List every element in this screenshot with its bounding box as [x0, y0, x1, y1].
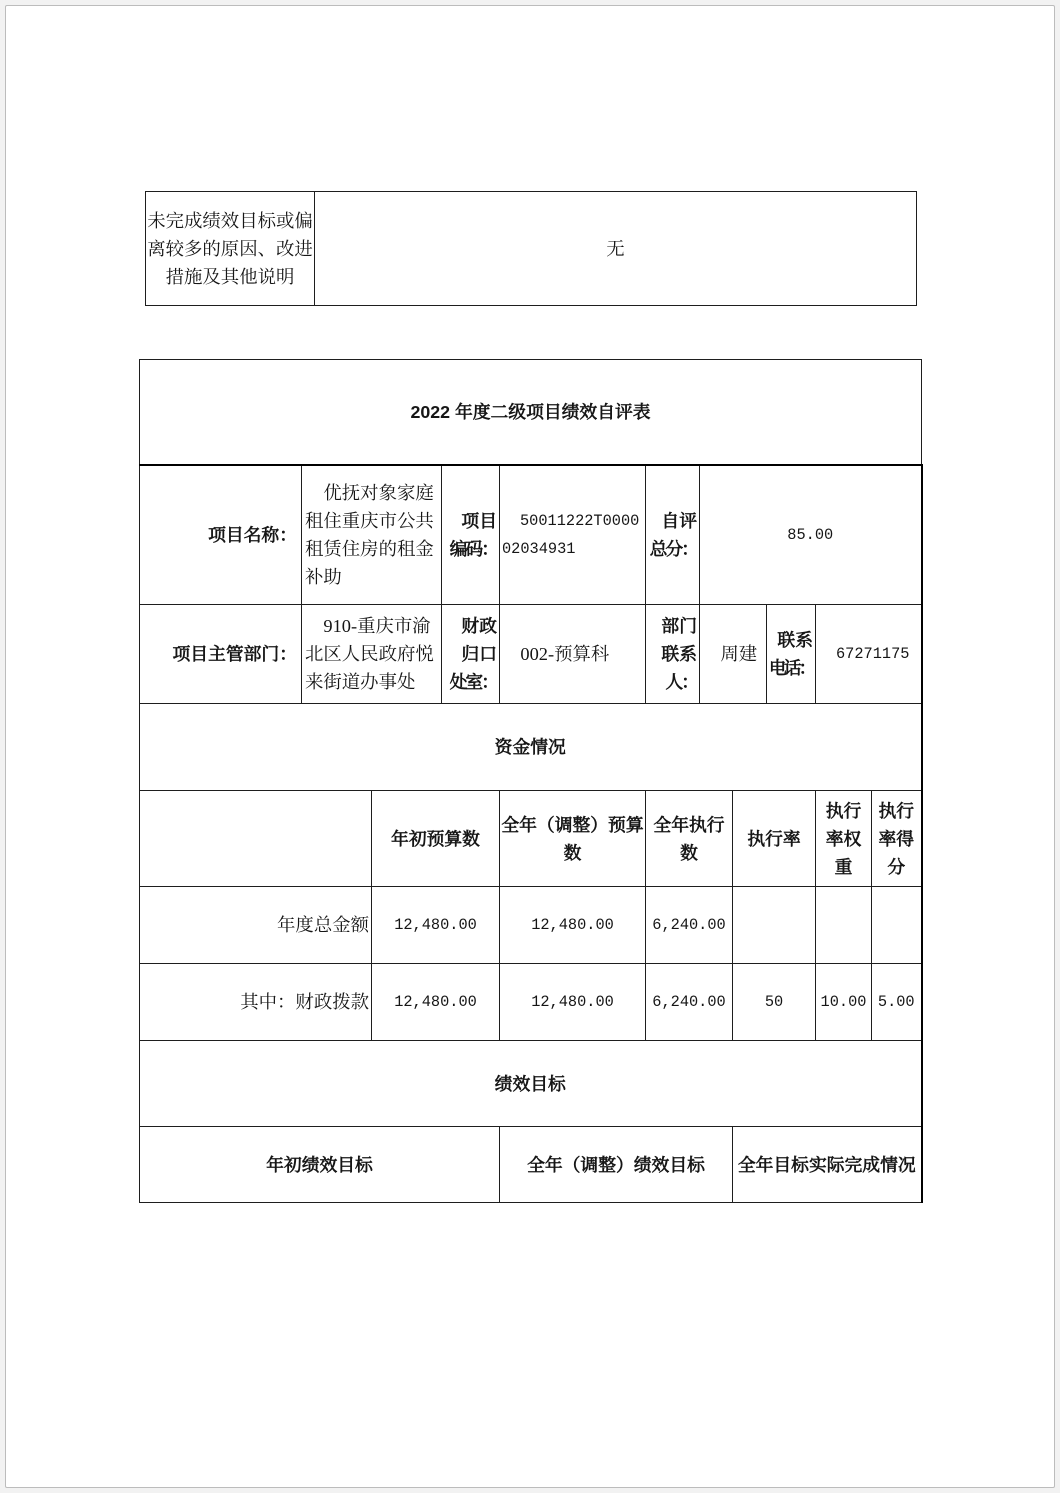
funds-section-row	[140, 704, 922, 791]
executed-value: 6,240.00	[646, 887, 733, 964]
header-execution-rate: 执行率	[733, 791, 816, 887]
adjusted-budget-value: 12,480.00	[500, 887, 646, 964]
row-label: 年度总金额	[140, 887, 372, 964]
unfinished-goals-table	[145, 191, 917, 306]
rate-score-value	[872, 887, 922, 964]
department-label: 项目主管部门：	[140, 605, 302, 704]
funds-header-row	[140, 791, 922, 887]
project-name-value: 优抚对象家庭租住重庆市公共租赁住房的租金补助	[302, 465, 442, 605]
initial-budget-value: 12,480.00	[372, 887, 500, 964]
project-info-row	[140, 465, 922, 605]
finance-office-label-line: 归口	[461, 644, 497, 664]
funds-header-blank-cell	[140, 791, 372, 887]
contact-value: 周建	[700, 605, 767, 704]
funds-total-row	[140, 887, 922, 964]
contact-label	[646, 605, 700, 704]
rate-weight-value: 10.00	[816, 964, 872, 1041]
self-evaluation-table	[139, 359, 923, 1203]
execution-rate-value	[733, 887, 816, 964]
header-adjusted-goals: 全年（调整）绩效目标	[500, 1127, 733, 1203]
execution-rate-value: 50	[733, 964, 816, 1041]
header-initial-budget: 年初预算数	[372, 791, 500, 887]
project-name-label: 项目名称：	[140, 465, 302, 605]
self-score-label	[646, 465, 700, 605]
funds-fiscal-row	[140, 964, 922, 1041]
executed-value: 6,240.00	[646, 964, 733, 1041]
goals-header-row	[140, 1127, 922, 1203]
funds-section-title: 资金情况	[140, 704, 922, 791]
project-code-label	[442, 465, 500, 605]
department-value: 910-重庆市渝北区人民政府悦来街道办事处	[302, 605, 442, 704]
header-rate-score: 执行率得分	[872, 791, 922, 887]
project-code-label-line: 项目	[461, 510, 497, 531]
project-code-label-line: 编码：	[449, 538, 497, 559]
rate-score-value: 5.00	[872, 964, 922, 1041]
header-adjusted-budget: 全年（调整）预算数	[500, 791, 646, 887]
row-label: 其中：财政拨款	[140, 964, 372, 1041]
contact-label-line: 联系	[661, 644, 697, 664]
header-initial-goals: 年初绩效目标	[140, 1127, 500, 1203]
department-info-row	[140, 605, 922, 704]
self-score-label-line: 自评	[661, 510, 697, 531]
header-actual-completion: 全年目标实际完成情况	[733, 1127, 922, 1203]
self-score-value: 85.00	[700, 465, 922, 605]
unfinished-goals-label: 未完成绩效目标或偏离较多的原因、改进措施及其他说明	[146, 192, 315, 306]
table-title: 2022 年度二级项目绩效自评表	[140, 360, 922, 465]
unfinished-goals-value: 无	[315, 192, 917, 306]
phone-label	[767, 605, 816, 704]
header-rate-weight: 执行率权重	[816, 791, 872, 887]
finance-office-label	[442, 605, 500, 704]
goals-section-row	[140, 1041, 922, 1127]
contact-label-line: 部门	[661, 616, 697, 636]
finance-office-value: 002-预算科	[500, 605, 646, 704]
adjusted-budget-value: 12,480.00	[500, 964, 646, 1041]
project-code-value: 50011222T000002034931	[500, 465, 646, 605]
contact-label-line: 人：	[665, 672, 697, 692]
goals-section-title: 绩效目标	[140, 1041, 922, 1127]
self-score-label-line: 总分：	[649, 538, 697, 559]
unfinished-goals-row	[146, 192, 917, 306]
phone-label-line: 电话：	[769, 658, 814, 678]
title-row	[140, 360, 922, 465]
rate-weight-value	[816, 887, 872, 964]
finance-office-label-line: 财政	[461, 616, 497, 636]
header-executed: 全年执行数	[646, 791, 733, 887]
initial-budget-value: 12,480.00	[372, 964, 500, 1041]
phone-value: 67271175	[816, 605, 922, 704]
phone-label-line: 联系	[777, 630, 813, 650]
finance-office-label-line: 处室：	[449, 672, 497, 692]
